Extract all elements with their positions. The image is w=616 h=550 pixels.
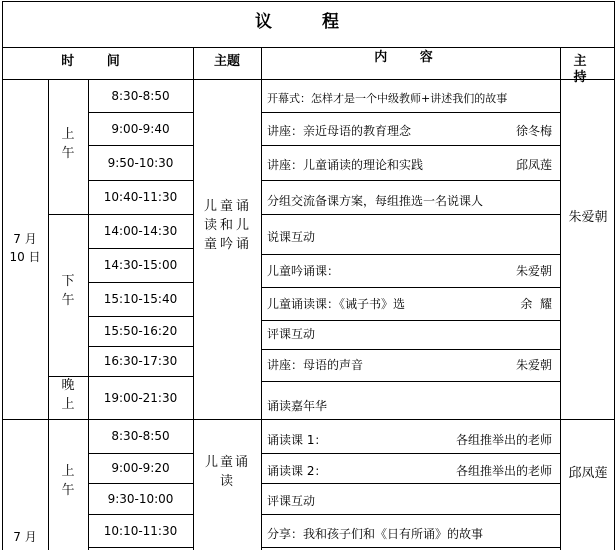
day1-theme: 儿童诵读和儿童吟诵: [203, 199, 252, 252]
agenda-item: 诵读嘉年华: [267, 399, 328, 413]
time-cell: 15:50-16:20: [103, 324, 178, 338]
row-line: [88, 248, 193, 249]
row-line: [88, 453, 193, 454]
row-line: [88, 483, 193, 484]
row-line: [261, 514, 560, 515]
header-bottom-line: [2, 79, 614, 80]
agenda-item: 讲座：亲近母语的教育理念: [267, 124, 412, 138]
day2-host: 邱凤莲: [568, 466, 608, 481]
row-line: [48, 214, 193, 215]
col-time-end-line: [193, 47, 194, 550]
agenda-item: 诵读课 2：: [267, 464, 327, 478]
row-line: [261, 180, 560, 181]
speaker-name: 余 耀: [520, 297, 552, 311]
border-top: [2, 1, 614, 2]
row-line: [261, 381, 560, 382]
col-theme-end-line: [261, 47, 262, 550]
time-cell: 14:30-15:00: [103, 258, 178, 272]
agenda-item: 评课互动: [267, 327, 316, 341]
row-line: [88, 282, 193, 283]
time-cell: 19:00-21:30: [103, 391, 178, 405]
day1-evening-label: 晚上: [61, 378, 75, 412]
row-line: [88, 547, 193, 548]
agenda-item: 诵读课 1：: [267, 433, 327, 447]
row-line: [88, 514, 193, 515]
agenda-item: 分享：我和孩子们和《日有所诵》的故事: [267, 527, 484, 541]
speaker-name: 朱爱朝: [515, 358, 552, 372]
agenda-item: 说课互动: [267, 230, 316, 244]
time-cell: 9:50-10:30: [107, 156, 174, 170]
header-time: 时 间: [61, 54, 134, 69]
col-content-end-line: [560, 47, 561, 550]
header-theme: 主题: [213, 54, 240, 69]
agenda-item: 讲座：儿童诵读的理论和实践: [267, 158, 424, 172]
day1-date-day: 10 日: [9, 250, 41, 264]
row-line: [261, 547, 560, 548]
speaker-name: 邱凤莲: [515, 158, 552, 172]
row-line: [88, 112, 193, 113]
border-left: [2, 1, 3, 550]
row-line: [261, 254, 560, 255]
agenda-item: 评课互动: [267, 494, 316, 508]
day2-date-month: 7 月: [13, 530, 37, 544]
day1-host: 朱爱朝: [568, 210, 608, 225]
day1-morning-label: 上午: [61, 127, 75, 161]
row-line: [261, 214, 560, 215]
time-cell: 14:00-14:30: [103, 224, 178, 238]
day-separator: [2, 419, 614, 420]
row-line: [261, 320, 560, 321]
col-period-line: [88, 79, 89, 550]
agenda-item: 开幕式：怎样才是一个中级教师+讲述我们的故事: [267, 92, 508, 105]
col-date-line: [48, 79, 49, 550]
row-line: [261, 287, 560, 288]
row-line: [261, 112, 560, 113]
day1-date-month: 7 月: [13, 232, 37, 246]
row-line: [261, 349, 560, 350]
speaker-name: 朱爱朝: [515, 264, 552, 278]
day2-morning-label: 上午: [61, 464, 75, 498]
time-cell: 9:00-9:20: [111, 461, 170, 475]
speaker-name: 各组推举出的老师: [455, 433, 552, 447]
row-line: [88, 316, 193, 317]
header-content: 内 容: [374, 50, 447, 65]
row-line: [88, 145, 193, 146]
time-cell: 10:40-11:30: [103, 190, 178, 204]
time-cell: 10:10-11:30: [103, 524, 178, 538]
time-cell: 15:10-15:40: [103, 292, 178, 306]
agenda-item: 儿童吟诵课：: [267, 264, 340, 278]
day2-theme: 儿童诵读: [204, 455, 250, 489]
page-title: 议 程: [255, 12, 361, 32]
title-bottom-line: [2, 47, 614, 48]
header-host: 主 持: [573, 54, 601, 85]
day1-afternoon-label: 下午: [61, 274, 75, 308]
row-line: [261, 453, 560, 454]
time-cell: 8:30-8:50: [111, 429, 170, 443]
row-line: [88, 346, 193, 347]
row-line: [261, 145, 560, 146]
time-cell: 8:30-8:50: [111, 89, 170, 103]
agenda-item: 儿童诵读课：《诫子书》选: [267, 297, 406, 311]
speaker-name: 徐冬梅: [515, 124, 552, 138]
speaker-name: 各组推举出的老师: [455, 464, 552, 478]
time-cell: 16:30-17:30: [103, 354, 178, 368]
time-cell: 9:00-9:40: [111, 122, 170, 136]
row-line: [261, 483, 560, 484]
border-right: [614, 1, 615, 550]
row-line: [88, 180, 193, 181]
agenda-item: 分组交流备课方案，每组推选一名说课人: [267, 194, 484, 208]
time-cell: 9:30-10:00: [107, 492, 174, 506]
agenda-item: 讲座：母语的声音: [267, 358, 364, 372]
